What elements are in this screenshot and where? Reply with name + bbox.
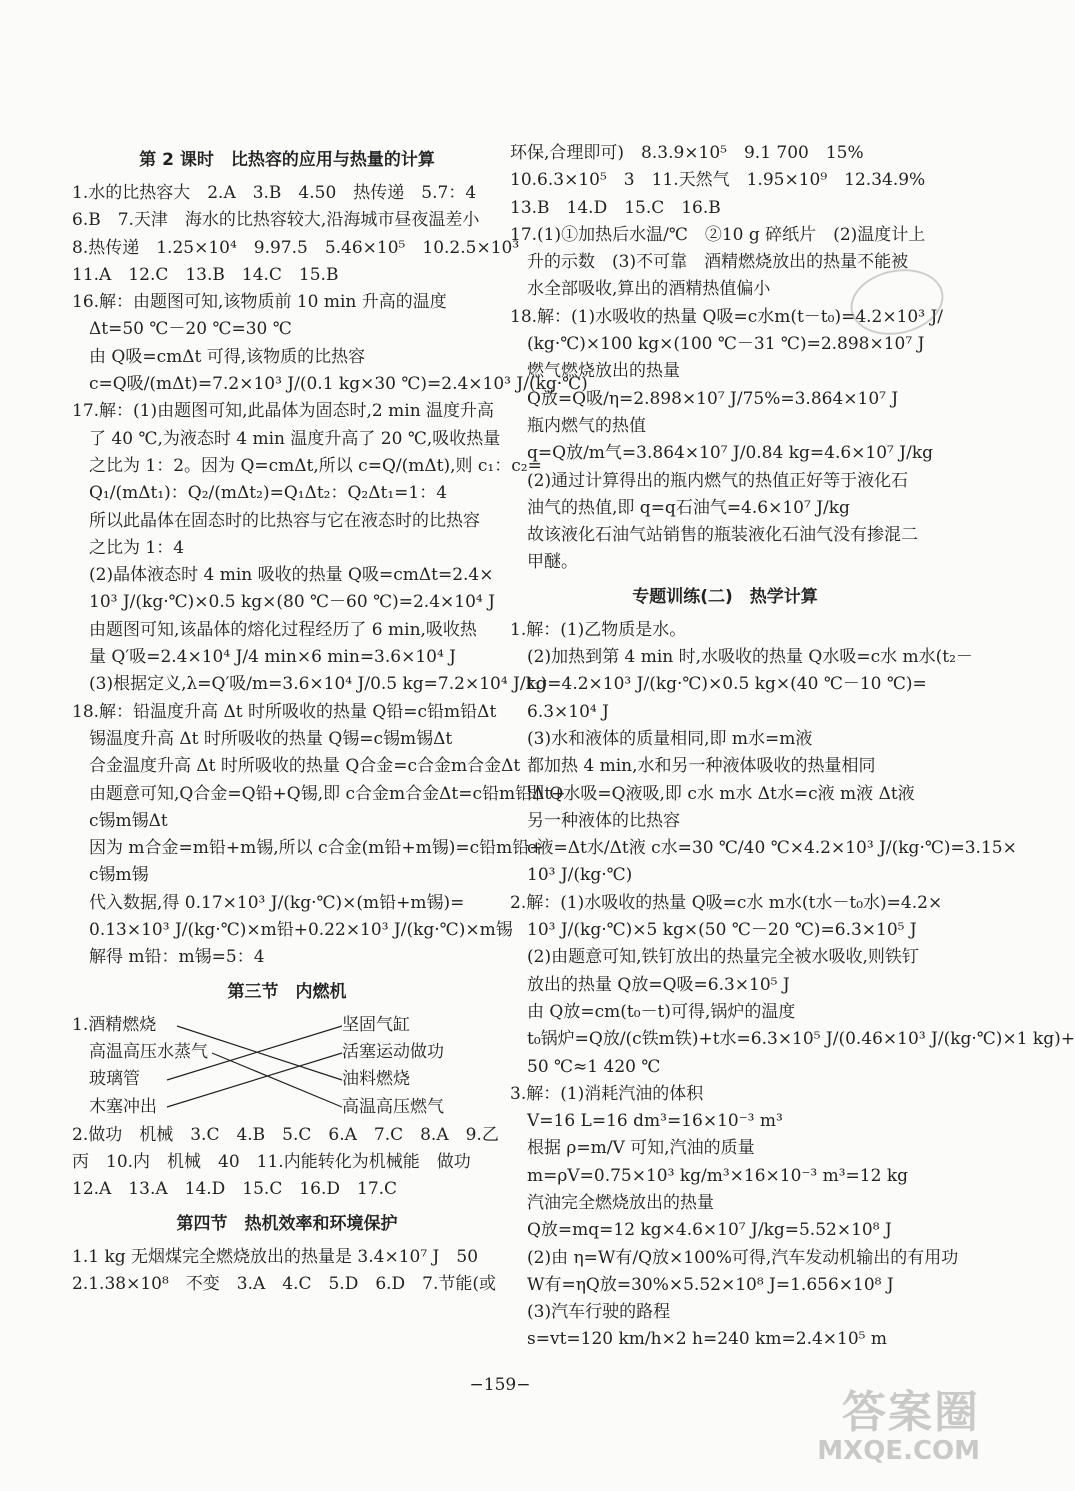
text-line: Q放=Q吸/η=2.898×10⁷ J/75%=3.864×10⁷ J [510,388,899,409]
text-line: 由题意可知,Q合金=Q铅+Q锡,即 c合金m合金Δt=c铅m铅Δt+ [72,783,566,804]
text-line: 环保,合理即可) 8.3.9×10⁵ 9.1 700 15% [510,143,864,163]
watermark-sub: MXQE.COM [817,1436,980,1466]
text-line: 即 Q水吸=Q液吸,即 c水 m水 Δt水=c液 m液 Δt液 [510,783,915,804]
text-line: 之比为 1：4 [72,537,185,558]
text-line: 50 ℃≈1 420 ℃ [510,1056,661,1077]
text-line: 13.B 14.D 15.C 16.B [510,197,721,218]
text-line: 活塞运动做功 [342,1041,444,1062]
text-line: 3.解：(1)消耗汽油的体积 [510,1083,704,1104]
watermark-logo [795,1376,980,1481]
text-line: (3)根据定义,λ=Q′吸/m=3.6×10⁴ J/0.5 kg=7.2×10⁴ J/kg [72,674,547,695]
text-line: 18.解：(1)水吸收的热量 Q吸=c水m(t－t₀)=4.2×10³ J/ [510,306,944,327]
efficiency-answers-continued [510,140,944,577]
text-line: 放出的热量 Q放=Q吸=6.3×10⁵ J [510,974,790,995]
text-line: 8.热传递 1.25×10⁴ 9.97.5 5.46×10⁵ 10.2.5×10³ [72,237,520,258]
text-line: 甲醚。 [510,552,578,573]
text-line: 10³ J/(kg·℃) [510,865,633,886]
text-line: (2)通过计算得出的瓶内燃气的热值正好等于液化石 [510,470,909,491]
text-line: 另一种液体的比热容 [510,810,680,831]
text-line: Q₁/(mΔt₁)：Q₂/(mΔt₂)=Q₁Δt₂：Q₂Δt₁=1：4 [72,483,448,504]
text-line: 水全部吸收,算出的酒精热值偏小 [510,279,771,300]
text-line: 合金温度升高 Δt 时所吸收的热量 Q合金=c合金m合金Δt [72,756,521,777]
matching-exercise [72,1012,502,1122]
text-line: 玻璃管 [72,1069,140,1090]
text-line: q=Q放/m气=3.864×10⁷ J/0.84 kg=4.6×10⁷ J/kg [510,443,933,464]
text-line: 丙 10.内 机械 40 11.内能转化为机械能 做功 [72,1151,471,1172]
efficiency-answers [72,1244,502,1299]
text-line: 6.B 7.天津 海水的比热容较大,沿海城市昼夜温差小 [72,210,480,231]
text-line: 故该液化石油气站销售的瓶装液化石油气没有掺混二 [510,525,918,546]
text-line: m=ρV=0.75×10³ kg/m³×16×10⁻³ m³=12 kg [510,1165,909,1186]
text-line: (2)晶体液态时 4 min 吸收的热量 Q吸=cmΔt=2.4× [72,565,494,586]
text-line: 12.A 13.A 14.D 15.C 16.D 17.C [72,1179,398,1200]
text-line: Q放=mq=12 kg×4.6×10⁷ J/kg=5.52×10⁸ J [510,1220,892,1241]
text-line: 2.做功 机械 3.C 4.B 5.C 6.A 7.C 8.A 9.乙 [72,1124,499,1145]
text-line: 因为 m合金=m铅+m锡,所以 c合金(m铅+m锡)=c铅m铅+ [72,838,544,859]
text-line: 6.3×10⁴ J [510,701,609,722]
text-line: c锡m锡Δt [72,810,168,831]
text-line: 2.解：(1)水吸收的热量 Q吸=c水 m水(t水－t₀水)=4.2× [510,892,943,913]
text-line: 由题图可知,该晶体的熔化过程经历了 6 min,吸收热 [72,619,477,640]
text-line: 油气的热值,即 q=q石油气=4.6×10⁷ J/kg [510,497,850,518]
text-line: 根据 ρ=m/V 可知,汽油的质量 [510,1138,755,1159]
text-line: (3)水和液体的质量相同,即 m水=m液 [510,728,813,749]
text-line: V=16 L=16 dm³=16×10⁻³ m³ [510,1111,783,1132]
section-heading-lesson2: 第 2 课时 比热容的应用与热量的计算 [139,150,435,170]
text-line: 瓶内燃气的热值 [510,415,646,436]
text-line: 18.解：铅温度升高 Δt 时所吸收的热量 Q铅=c铅m铅Δt [72,701,497,722]
text-line: 16.解：由题图可知,该物质前 10 min 升高的温度 [72,292,447,313]
text-line: 坚固气缸 [342,1014,410,1035]
text-line: (kg·℃)×100 kg×(100 ℃－31 ℃)=2.898×10⁷ J [510,334,925,355]
text-line: 1.酒精燃烧 [72,1014,157,1035]
special-training-answers [510,617,1075,1354]
text-line: 由 Q吸=cmΔt 可得,该物质的比热容 [72,346,366,367]
text-line: 高温高压水蒸气 [72,1041,208,1062]
text-line: (2)由题意可知,铁钉放出的热量完全被水吸收,则铁钉 [510,947,919,968]
text-line: 由 Q放=cm(t₀－t)可得,锅炉的温度 [510,1001,796,1022]
text-line: 1.1 kg 无烟煤完全燃烧放出的热量是 3.4×10⁷ J 50 [72,1246,479,1267]
text-line: 2.1.38×10⁸ 不变 3.A 4.C 5.D 6.D 7.节能(或 [72,1273,497,1294]
text-line: 升的示数 (3)不可靠 酒精燃烧放出的热量不能被 [510,252,909,273]
text-line: 17.解：(1)由题图可知,此晶体为固态时,2 min 温度升高 [72,401,495,422]
text-line: 之比为 1：2。因为 Q=cmΔt,所以 c=Q/(mΔt),则 c₁：c₂= [72,455,542,476]
text-line: 量 Q′吸=2.4×10⁴ J/4 min×6 min=3.6×10⁴ J [72,647,457,668]
text-line: W有=ηQ放=30%×5.52×10⁸ J=1.656×10⁸ J [510,1274,894,1295]
page-number: −159− [469,1375,531,1395]
text-line: 10.6.3×10⁵ 3 11.天然气 1.95×10⁹ 12.34.9% [510,170,926,191]
text-line: 0.13×10³ J/(kg·℃)×m铅+0.22×10³ J/(kg·℃)×m锡 [72,920,513,941]
text-line: s=vt=120 km/h×2 h=240 km=2.4×10⁵ m [510,1329,888,1350]
watermark-main: 答案圈 [842,1387,980,1438]
text-line: 1.水的比热容大 2.A 3.B 4.50 热传递 5.7：4 [72,183,477,203]
section-heading-engine: 第三节 内燃机 [227,981,347,1002]
text-line: (2)加热到第 4 min 时,水吸收的热量 Q水吸=c水 m水(t₂－ [510,647,973,668]
text-line: (3)汽车行驶的路程 [510,1302,671,1323]
text-line: 所以此晶体在固态时的比热容与它在液态时的比热容 [72,510,480,531]
text-line: 了 40 ℃,为液态时 4 min 温度升高了 20 ℃,吸收热量 [72,428,501,449]
section-heading-special-training: 专题训练(二) 热学计算 [632,586,818,607]
text-line: 汽油完全燃烧放出的热量 [510,1192,714,1213]
text-line: 10³ J/(kg·℃)×0.5 kg×(80 ℃－60 ℃)=2.4×10⁴ J [72,592,495,613]
text-line: 10³ J/(kg·℃)×5 kg×(50 ℃－20 ℃)=6.3×10⁵ J [510,920,917,941]
text-line: c液=Δt水/Δt液 c水=30 ℃/40 ℃×4.2×10³ J/(kg·℃)=3.15× [510,838,1017,859]
text-line: 油料燃烧 [342,1069,410,1090]
text-line: 解得 m铅：m锡=5：4 [72,947,265,968]
text-line: 代入数据,得 0.17×10³ J/(kg·℃)×(m铅+m锡)= [72,892,465,913]
text-line: 1.解：(1)乙物质是水。 [510,619,687,640]
matching-lines [72,1012,502,1122]
text-line: 都加热 4 min,水和另一种液体吸收的热量相同 [510,756,876,777]
text-line: t₀锅炉=Q放/(c铁m铁)+t水=6.3×10⁵ J/(0.46×10³ J/(kg·℃)×1 kg)+ [510,1029,1075,1050]
text-line: 木塞冲出 [72,1096,157,1117]
section-heading-efficiency: 第四节 热机效率和环境保护 [176,1213,398,1234]
text-line: 高温高压燃气 [342,1096,444,1117]
engine-answers [72,1122,502,1204]
text-line: 燃气燃烧放出的热量 [510,361,680,382]
text-line: c=Q吸/(mΔt)=7.2×10³ J/(0.1 kg×30 ℃)=2.4×10³ J/(kg·℃) [72,374,588,395]
text-line: 17.(1)①加热后水温/℃ ②10 g 碎纸片 (2)温度计上 [510,224,926,245]
text-line: t₁)=4.2×10³ J/(kg·℃)×0.5 kg×(40 ℃－10 ℃)= [510,674,927,695]
text-line: c锡m锡 [72,865,149,886]
text-line: (2)由 η=W有/Q放×100%可得,汽车发动机输出的有用功 [510,1247,959,1268]
text-line: 锡温度升高 Δt 时所吸收的热量 Q锡=c锡m锡Δt [72,728,453,749]
text-line: Δt=50 ℃－20 ℃=30 ℃ [72,319,292,340]
text-line: 11.A 12.C 13.B 14.C 15.B [72,264,339,285]
